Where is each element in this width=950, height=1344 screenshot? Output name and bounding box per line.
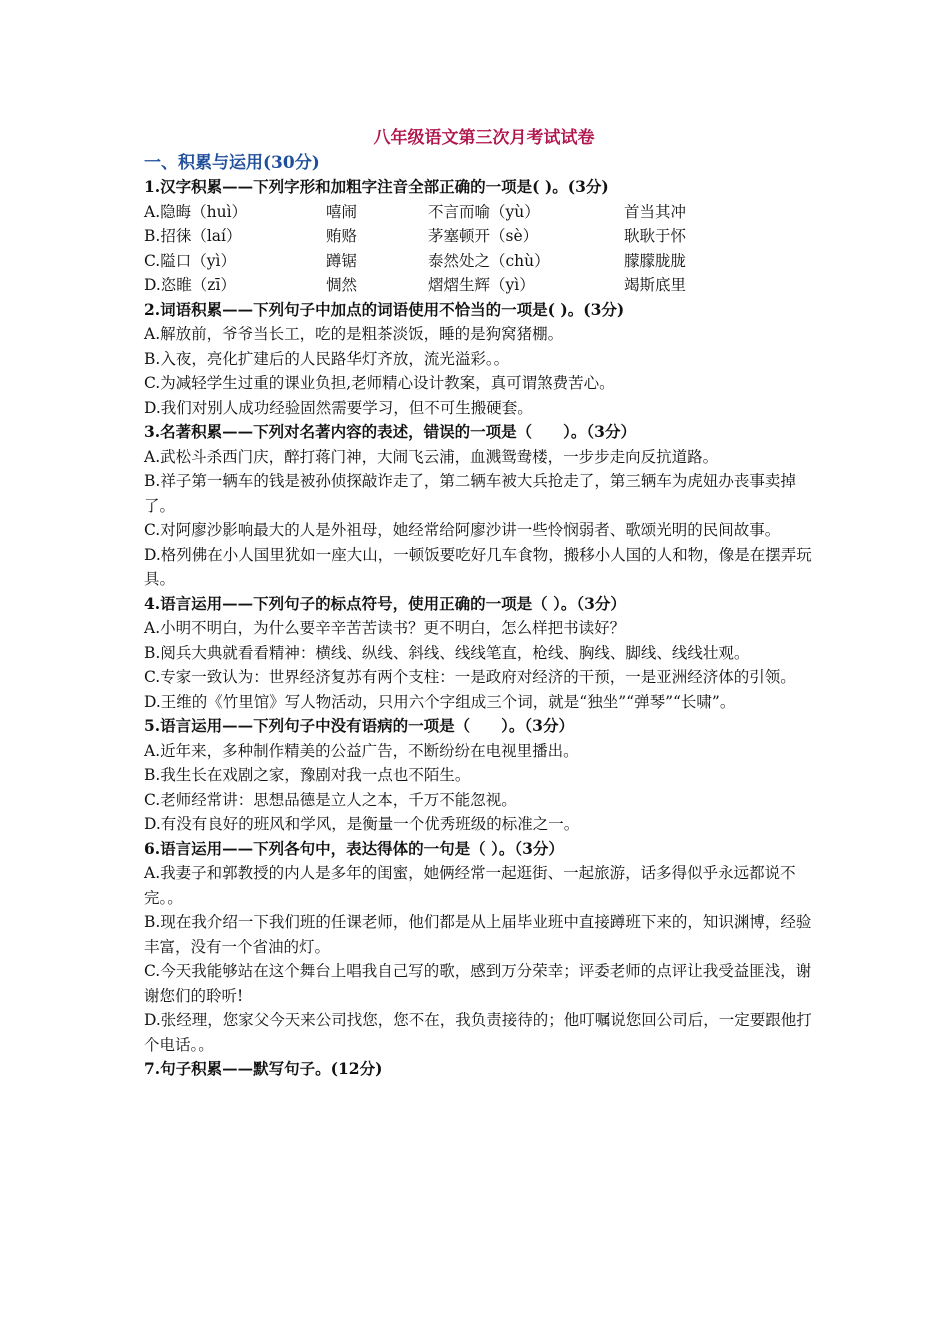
question-5-option-b: B.我生长在戏剧之家，豫剧对我一点也不陌生。 — [144, 766, 471, 784]
question-5-option-a: A.近年来，多种制作精美的公益广告，不断纷纷在电视里播出。 — [144, 741, 579, 760]
question-2-option-d: D.我们对别人成功经验固然需要学习，但不可生搬硬套。 — [144, 398, 533, 417]
question-1-option-c: C.隘口（yì） 蹲锯 泰然处之（chù） 朦朦胧胧 — [144, 251, 687, 270]
question-6-option-b: B.现在我介绍一下我们班的任课老师，他们都是从上届毕业班中直接蹲班下来的，知识渊博，经验丰富，没有一个省油的灯。 — [144, 913, 812, 956]
exam-title: 八年级语文第三次月考试试卷 — [373, 128, 595, 148]
question-6-option-c: C.今天我能够站在这个舞台上唱我自己写的歌，感到万分荣幸；评委老师的点评让我受益匪浅，谢谢您们的聆听! — [144, 962, 812, 1005]
section-heading: 一、积累与运用(30分) — [144, 153, 320, 173]
question-1-stem: 1.汉字积累——下列字形和加粗字注音全部正确的一项是( )。(3分) — [144, 177, 609, 196]
question-2-stem: 2.词语积累——下列句子中加点的词语使用不恰当的一项是( )。(3分) — [144, 299, 625, 319]
exam-page — [144, 126, 824, 1082]
question-2-option-b: B.入夜，亮化扩建后的人民路华灯齐放，流光溢彩。。 — [144, 349, 510, 368]
question-1-option-a: A.隐晦（huì） 嘻闹 不言而喻（yù） 首当其冲 — [144, 202, 687, 221]
question-3-option-d: D.格列佛在小人国里犹如一座大山，一顿饭要吃好几车食物，搬移小人国的人和物，像是在摆弄玩具。 — [144, 545, 812, 588]
question-5-option-d: D.有没有良好的班风和学风，是衡量一个优秀班级的标准之一。 — [144, 815, 580, 833]
question-4-option-a: A.小明不明白，为什么要辛辛苦苦读书？更不明白，怎么样把书读好？ — [144, 619, 626, 637]
question-4-option-b: B.阅兵大典就看看精神：横线、纵线、斜线、线线笔直，枪线、胸线、脚线、线线壮观。 — [144, 643, 750, 662]
question-2-option-a: A.解放前，爷爷当长工，吃的是粗茶淡饭，睡的是狗窝猪棚。 — [144, 325, 564, 343]
question-1-option-d: D.恣睢（zī） 惆然 熠熠生辉（yì） 竭斯底里 — [144, 276, 687, 294]
question-3-option-a: A.武松斗杀西门庆，醉打蒋门神，大闹飞云浦，血溅鸳鸯楼，一步步走向反抗道路。 — [144, 447, 719, 466]
question-4-stem: 4.语言运用——下列句子的标点符号，使用正确的一项是（ ）。（3分） — [144, 593, 626, 613]
question-2-option-c: C.为减轻学生过重的课业负担,老师精心设计教案，真可谓煞费苦心。 — [144, 374, 615, 392]
question-3-option-b: B.祥子第一辆车的钱是被孙侦探敲诈走了，第二辆车被大兵抢走了，第三辆车为虎妞办丧事卖掉了。 — [144, 472, 796, 515]
question-4-option-c: C.专家一致认为：世界经济复苏有两个支柱：一是政府对经济的干预，一是亚洲经济体的引领。 — [144, 668, 796, 686]
question-5-stem: 5.语言运用——下列句子中没有语病的一项是（ ）。（3分） — [144, 716, 574, 735]
question-7-stem: 7.句子积累——默写句子。(12分) — [144, 1059, 383, 1078]
question-3-option-c: C.对阿廖沙影响最大的人是外祖母，她经常给阿廖沙讲一些怜悯弱者、歌颂光明的民间故事。 — [144, 521, 781, 539]
question-6-option-d: D.张经理，您家父今天来公司找您，您不在，我负责接待的；他叮嘱说您回公司后，一定要跟他打个电话。。 — [144, 1011, 812, 1054]
question-4-option-d: D.王维的《竹里馆》写人物活动，只用六个字组成三个词，就是“独坐”“弹琴”“长啸”。 — [144, 692, 736, 711]
question-6-stem: 6.语言运用——下列各句中，表达得体的一句是（ ）。（3分） — [144, 838, 564, 858]
question-5-option-c: C.老师经常讲：思想品德是立人之本，千万不能忽视。 — [144, 790, 517, 809]
question-6-option-a: A.我妻子和郭教授的内人是多年的闺蜜，她俩经常一起逛街、一起旅游，话多得似乎永远都说不完。。 — [144, 864, 796, 907]
question-1-option-b: B.招徕（laí） 贿赂 茅塞顿开（sè） 耿耿于怀 — [144, 227, 687, 245]
question-3-stem: 3.名著积累——下列对名著内容的表述，错误的一项是（ ）。（3分） — [144, 422, 636, 441]
